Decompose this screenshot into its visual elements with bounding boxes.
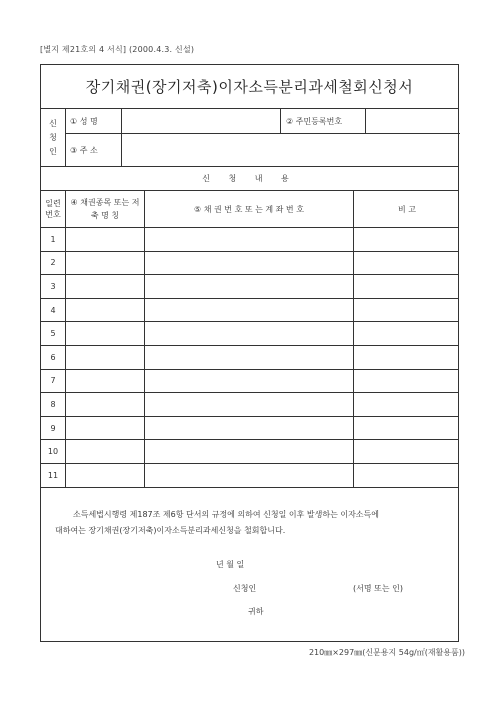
serial-number-cell: 10 [41,440,66,463]
paper-spec-note: 210㎜×297㎜(신문용지 54g/㎡(재활용품)) [308,648,465,657]
bond-item-cell[interactable] [66,346,145,369]
applicant-label: 신청인 [49,118,57,156]
serial-number-cell: 11 [41,464,66,487]
serial-number-cell: 6 [41,346,66,369]
remarks-cell[interactable] [354,464,460,487]
signer-label: 신청인 [233,584,257,593]
table-row [41,228,458,252]
remarks-header [354,191,460,227]
applicant-section [41,109,458,167]
remarks-cell[interactable] [354,346,460,369]
table-row [41,440,458,464]
bond-item-cell[interactable] [66,322,145,345]
account-number-header-text: ⑤ 채 권 번 호 또 는 계 좌 번 호 [194,204,304,214]
section-title: 신 청 내 용 [202,174,297,183]
serial-number-cell: 3 [41,275,66,298]
serial-number-cell: 7 [41,370,66,393]
form-reference-note: [별지 제21호의 4 서식] (2000.4.3. 신설) [40,45,195,54]
table-row [41,417,458,441]
remarks-cell[interactable] [354,228,460,251]
bond-item-cell[interactable] [66,370,145,393]
address-label: ③ 주 소 [70,145,98,155]
bond-item-header-text: ④ 채권종목 또는 저 축 명 칭 [70,198,140,220]
bond-item-cell[interactable] [66,252,145,275]
serial-number-cell: 5 [41,322,66,345]
remarks-header-text: 비 고 [398,204,416,214]
declaration-line-1: 소득세법시행령 제187조 제6항 단서의 규정에 의하여 신청일 이후 발생하는 이자소득에 [73,510,379,519]
remarks-cell[interactable] [354,393,460,416]
declaration-line-2: 대하여는 장기채권(장기저축)이자소득분리과세신청을 철회합니다. [55,526,286,535]
serial-number-cell: 4 [41,299,66,322]
application-form [40,64,459,642]
date-line: 년 월 일 [216,560,245,569]
account-number-cell[interactable] [145,346,354,369]
name-label-cell [66,109,122,134]
bond-item-cell[interactable] [66,440,145,463]
table-row [41,275,458,299]
title-row [41,65,458,109]
bond-item-cell[interactable] [66,464,145,487]
table-row [41,346,458,370]
remarks-cell[interactable] [354,252,460,275]
remarks-cell[interactable] [354,322,460,345]
table-row [41,299,458,323]
table-row [41,252,458,276]
serial-number-cell: 8 [41,393,66,416]
resident-id-label-cell [281,109,366,134]
serial-number-header-text: 일련번호 [45,199,61,219]
address-label-cell [66,134,122,166]
account-number-cell[interactable] [145,275,354,298]
bond-item-cell[interactable] [66,417,145,440]
account-number-cell[interactable] [145,440,354,463]
serial-number-cell: 9 [41,417,66,440]
signature-note: (서명 또는 인) [353,584,403,593]
remarks-cell[interactable] [354,417,460,440]
name-label: ① 성 명 [70,116,98,126]
applicant-label-cell [41,109,66,166]
bond-item-header [66,191,145,227]
bond-item-cell[interactable] [66,299,145,322]
account-number-cell[interactable] [145,228,354,251]
account-number-cell[interactable] [145,252,354,275]
remarks-cell[interactable] [354,299,460,322]
serial-number-header [41,191,66,227]
account-number-cell[interactable] [145,464,354,487]
form-title: 장기채권(장기저축)이자소득분리과세철회신청서 [85,78,414,96]
table-header-row [41,191,458,228]
table-row [41,393,458,417]
remarks-cell[interactable] [354,370,460,393]
table-row [41,464,458,488]
declaration-text [55,507,447,539]
bond-item-cell[interactable] [66,393,145,416]
serial-number-cell: 1 [41,228,66,251]
address-field[interactable] [122,134,460,166]
bond-item-cell[interactable] [66,228,145,251]
remarks-cell[interactable] [354,440,460,463]
account-number-header [145,191,354,227]
remarks-cell[interactable] [354,275,460,298]
addressee: 귀하 [248,607,264,616]
bond-item-cell[interactable] [66,275,145,298]
account-number-cell[interactable] [145,417,354,440]
name-field[interactable] [122,109,281,134]
resident-id-label: ② 주민등록번호 [286,116,343,126]
table-row [41,322,458,346]
resident-id-field[interactable] [366,109,460,134]
account-number-cell[interactable] [145,299,354,322]
account-number-cell[interactable] [145,322,354,345]
account-number-cell[interactable] [145,370,354,393]
account-number-cell[interactable] [145,393,354,416]
declaration-area [41,487,458,643]
serial-number-cell: 2 [41,252,66,275]
application-details-heading [41,167,458,191]
table-row [41,370,458,394]
